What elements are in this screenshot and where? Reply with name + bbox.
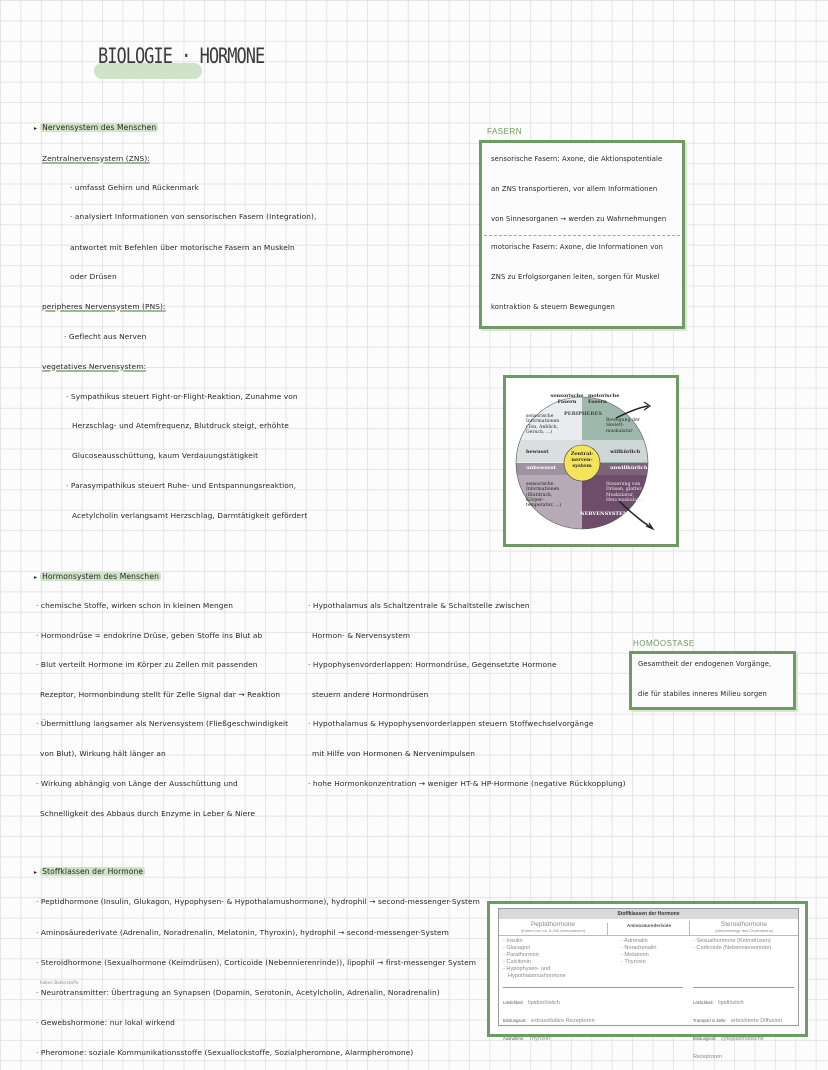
table-item: - Sexualhormone (Keimdrüsen) [693, 938, 771, 944]
stoff-small-note: haben Botenstoffe [40, 980, 79, 985]
table-col1-head [499, 921, 607, 933]
table-prop [693, 991, 793, 1009]
diagram-nervensystem: NERVENSYSTEM [580, 511, 629, 517]
diagram-internal-info: sensorische Informationen (Blutdruck, Körper-temperatur, ...) [526, 482, 562, 509]
hormone-right-text: Hypothalamus als Schaltzentrale & Schaltstelle zwischen [312, 601, 530, 610]
table-prop [693, 1009, 793, 1027]
bullet-icon: ▸ [34, 125, 38, 132]
zns-item-text: umfasst Gehirn und Rückenmark [74, 183, 199, 192]
hormone-left-item: · Übermittlung langsamer als Nervensystem (Fließgeschwindigkeit [36, 719, 289, 728]
pns-label: peripheres Nervensystem (PNS): [42, 302, 166, 311]
table-header-row [499, 919, 798, 936]
hormone-right-text: hohe Hormonkonzentration → weniger HT-& HP-Hormone (negative Rückkopplung) [312, 779, 626, 788]
stoff-item-text: Peptidhormone (Insulin, Glukagon, Hypophysen- & Hypothalamushormone), hydrophil → second-messenger-System [40, 897, 480, 906]
stoff-item-text: Gewebshormone: nur lokal wirkend [40, 1018, 175, 1027]
homoostase-line: die für stabiles inneres Milieu sorgen [638, 690, 767, 698]
table-prop [693, 1027, 793, 1063]
fasern-label: FASERN [487, 127, 523, 136]
stoff-table-inner [498, 908, 799, 1060]
table-left-divider [503, 987, 683, 988]
stoff-heading-text: Stoffklassen der Hormone [42, 867, 144, 876]
stoff-item: · Steroidhormone (Sexualhormone (Keimdrüsen), Corticoide (Nebennierenrinde)), lipophil → first-messenger System [36, 958, 477, 967]
table-item: - Parathormon [503, 952, 539, 958]
prop-value: lipidlöslich [718, 1000, 744, 1006]
table-right-props [693, 991, 793, 1063]
prop-value: Thyroxin [528, 1036, 551, 1042]
hormone-left-item: · Blut verteilt Hormone im Körper zu Zellen mit passenden [36, 660, 258, 669]
table-item-text: Insulin [506, 938, 523, 944]
table-col3-items [693, 938, 771, 952]
prop-label: Bindungsort: [693, 1036, 717, 1041]
stoff-item: · Aminosäurederivate (Adrenalin, Noradrenalin, Melatonin, Thyroxin), hydrophil → second-messenger-System [36, 928, 449, 937]
prop-value: lipidunlöslich [528, 1000, 560, 1006]
hormone-right-item: mit Hilfe von Hormonen & Nervenimpulsen [312, 749, 476, 758]
table-item-text: Melatonin [624, 952, 649, 958]
stoff-item-text: Neurotransmitter: Übertragung an Synapsen (Dopamin, Serotonin, Acetylcholin, Adrenalin, Noradrenalin) [40, 988, 440, 997]
table-item: - Corticoide (Nebennierenrinde) [693, 945, 772, 951]
col1-head-text: Peptidhormone [530, 921, 576, 928]
fasern-line: kontraktion & steuern Bewegungen [491, 303, 615, 311]
prop-value: extrazelluläre Rezeptoren [530, 1018, 595, 1024]
prop-label: Löslichkeit: [693, 1000, 714, 1005]
stoff-item: · Neurotransmitter: Übertragung an Synapsen (Dopamin, Serotonin, Acetylcholin, Adrenalin, Noradrenalin) [36, 988, 440, 997]
table-item: Hypothalamushormone [508, 973, 566, 979]
diagram-sensory-fibers: sensorische Fasern [550, 393, 584, 405]
homoostase-line: Gesamtheit der endogenen Vorgänge, [638, 660, 772, 668]
hormone-heading [34, 572, 161, 581]
fasern-line: ZNS zu Erfolgsorganen leiten, sorgen für Muskel [491, 273, 660, 281]
nerve-heading [34, 123, 158, 132]
hormone-left-text: Hormondrüse = endokrine Drüse, geben Stoffe ins Blut ab [40, 631, 263, 640]
hormone-left-item: · Wirkung abhängig von Länge der Ausschüttung und [36, 779, 238, 788]
table-col1-items [503, 938, 566, 980]
homoostase-label: HOMÖOSTASE [633, 639, 695, 648]
nervous-system-diagram [503, 375, 679, 547]
stoff-item: · Gewebshormone: nur lokal wirkend [36, 1018, 175, 1027]
hormone-right-item: Hormon- & Nervensystem [312, 631, 411, 640]
fasern-line: von Sinnesorganen → werden zu Wahrnehmungen [491, 215, 667, 223]
stoff-item: · Pheromone: soziale Kommunikationsstoffe (Sexuallockstoffe, Sozialpheromone, Alarmpheromone) [36, 1048, 414, 1057]
table-item: - Glucagon [503, 945, 531, 951]
hormone-right-text: Hypophysenvorderlappen: Hormondrüse, Gegensetzte Hormone [312, 660, 557, 669]
hormone-left-item: Rezeptor, Hormonbindung stellt für Zelle Signal dar → Reaktion [40, 690, 281, 699]
diagram-center: Zentral-nerven-system [570, 451, 594, 469]
hormone-left-text: chemische Stoffe, wirken schon in kleinen Mengen [40, 601, 234, 610]
stoff-table [487, 901, 808, 1060]
diagram-willkurlich: willkürlich [610, 449, 641, 455]
hormone-left-text: Blut verteilt Hormone im Körper zu Zellen mit passenden [40, 660, 258, 669]
fasern-divider [484, 235, 680, 236]
zns-item-text: analysiert Informationen von sensorischen Fasern (Integration), [74, 212, 317, 221]
hormone-left-item: · Hormondrüse = endokrine Drüse, geben Stoffe ins Blut ab [36, 631, 263, 640]
stoff-heading [34, 867, 145, 876]
table-prop [503, 1027, 595, 1045]
hormone-right-item: · hohe Hormonkonzentration → weniger HT-& HP-Hormone (negative Rückkopplung) [308, 779, 626, 788]
pns-item: · Geflecht aus Nerven [64, 332, 147, 341]
table-item: - Noradrenalin [621, 945, 657, 951]
diagram-smooth: Steuerung von Drüsen, glatter Muskulatur, Herzmuskulatur [606, 482, 644, 503]
pns-item-text: Geflecht aus Nerven [68, 332, 147, 341]
table-item-text: Hypophysen- und [506, 966, 551, 972]
zns-label: Zentralnervensystem (ZNS): [42, 154, 150, 163]
diagram-unbewusst: unbewusst [526, 465, 556, 471]
diagram-motor-fibers: motorische Fasern [588, 393, 620, 405]
hormone-right-item: · Hypothalamus als Schaltzentrale & Schaltstelle zwischen [308, 601, 530, 610]
table-item-text: Sexualhormone (Keimdrüsen) [696, 938, 771, 944]
col2-head-text: Aminosäurederivate [626, 923, 672, 928]
diagram-bewusst: bewusst [526, 449, 549, 455]
veg-item-text: Parasympathikus steuert Ruhe- und Entspannungsreaktion, [70, 481, 297, 490]
veg-item: Herzschlag- und Atemfrequenz, Blutdruck steigt, erhöhte [72, 421, 289, 430]
table-col3-head [689, 921, 798, 935]
page-title: BIOLOGIE · HORMONE [98, 44, 265, 69]
diagram-unwillkurlich: unwillkürlich [610, 465, 648, 471]
prop-label: Ausnahme: [503, 1036, 525, 1041]
table-item: - Adrenalin [621, 938, 648, 944]
hormone-right-item: · Hypophysenvorderlappen: Hormondrüse, Gegensetzte Hormone [308, 660, 557, 669]
table-item: - Hypophysen- und [503, 966, 551, 972]
diagram-peripheres: PERIPHERES [564, 411, 602, 417]
table-item-text: Calcitonin [506, 959, 531, 965]
table-col2-items [621, 938, 656, 966]
homoostase-box [629, 651, 796, 710]
table-item-text: Thyroxin [624, 959, 646, 965]
veg-label: vegetatives Nervensystem: [42, 362, 147, 371]
veg-item: Acetylcholin verlangsamt Herzschlag, Darmtätigkeit gefördert [72, 511, 308, 520]
table-prop [503, 1009, 595, 1027]
table-col2-head [607, 923, 690, 935]
table-item: - Melatonin [621, 952, 649, 958]
table-item-text: Glucagon [506, 945, 531, 951]
prop-value: cytoplasmatische Rezeptoren [693, 1036, 764, 1060]
prop-label: Transport in Zelle: [693, 1018, 727, 1023]
hormone-left-item: · chemische Stoffe, wirken schon in kleinen Mengen [36, 601, 234, 610]
fasern-line: motorische Fasern: Axone, die Informationen von [491, 243, 663, 251]
hormone-left-text: Wirkung abhängig von Länge der Ausschüttung und [40, 779, 238, 788]
fasern-box [479, 140, 685, 329]
fasern-line: an ZNS transportieren, vor allem Informationen [491, 185, 658, 193]
zns-item: · umfasst Gehirn und Rückenmark [70, 183, 199, 192]
table-item: - Insulin [503, 938, 523, 944]
stoff-item-text: Aminosäurederivate (Adrenalin, Noradrenalin, Melatonin, Thyroxin), hydrophil → second-messenger-System [40, 928, 449, 937]
col1-sub-text: (Ketten von ca. 8-200 Aminosäuren) [520, 928, 586, 933]
hormone-right-text: Hypothalamus & Hypophysenvorderlappen steuern Stoffwechselvorgänge [312, 719, 594, 728]
nerve-heading-text: Nervensystem des Menschen [42, 123, 157, 132]
veg-item: · Sympathikus steuert Fight-or-Flight-Reaktion, Zunahme von [66, 392, 298, 401]
col3-sub-text: (Abkömmlinge des Cholesterins) [715, 928, 773, 933]
hormone-heading-text: Hormonsystem des Menschen [42, 572, 160, 581]
prop-value: erleichterte Diffusion [731, 1018, 782, 1024]
stoff-item: · Peptidhormone (Insulin, Glukagon, Hypophysen- & Hypothalamushormone), hydrophil → second-messenger-System [36, 897, 480, 906]
bullet-icon: ▸ [34, 574, 38, 581]
hormone-left-text: Übermittlung langsamer als Nervensystem (Fließgeschwindigkeit [40, 719, 289, 728]
zns-item: · analysiert Informationen von sensorischen Fasern (Integration), [70, 212, 317, 221]
table-item-text: Adrenalin [624, 938, 648, 944]
veg-item-text: Sympathikus steuert Fight-or-Flight-Reaktion, Zunahme von [70, 392, 298, 401]
table-title: Stoffklassen der Hormone [499, 909, 798, 919]
hormone-left-item: Schnelligkeit des Abbaus durch Enzyme in Leber & Niere [40, 809, 256, 818]
stoff-item-text: Pheromone: soziale Kommunikationsstoffe (Sexuallockstoffe, Sozialpheromone, Alarmpheromone) [40, 1048, 414, 1057]
veg-item: Glucoseausschüttung, kaum Verdauungstätigkeit [72, 451, 259, 460]
stoff-item-text: Steroidhormone (Sexualhormone (Keimdrüsen), Corticoide (Nebennierenrinde)), lipophil → first-messenger System [40, 958, 477, 967]
page-title-wrap [98, 44, 265, 69]
hormone-right-item: · Hypothalamus & Hypophysenvorderlappen steuern Stoffwechselvorgänge [308, 719, 594, 728]
zns-item: antwortet mit Befehlen über motorische Fasern an Muskeln [70, 243, 295, 252]
table-item: - Calcitonin [503, 959, 531, 965]
veg-item: · Parasympathikus steuert Ruhe- und Entspannungsreaktion, [66, 481, 297, 490]
diagram-skeletal: Bewegung der Skelett-muskulatur [606, 418, 640, 434]
bullet-icon: ▸ [34, 869, 38, 876]
fasern-line: sensorische Fasern: Axone, die Aktionspotentiale [491, 155, 663, 163]
prop-label: Bindungsort: [503, 1018, 527, 1023]
diagram-sensory-info: sensorische Informationen (Ton, Anblick, Geruch, ...) [526, 414, 560, 435]
table-left-props [503, 991, 595, 1045]
zns-item: oder Drüsen [70, 272, 117, 281]
hormone-left-item: von Blut), Wirkung hält länger an [40, 749, 166, 758]
table-item-text: Corticoide (Nebennierenrinde) [696, 945, 772, 951]
table-item-text: Noradrenalin [624, 945, 657, 951]
col3-head-text: Steroidhormone [720, 921, 768, 928]
table-item: - Thyroxin [621, 959, 646, 965]
prop-label: Löslichkeit: [503, 1000, 524, 1005]
table-item-text: Parathormon [506, 952, 539, 958]
table-prop [503, 991, 595, 1009]
hormone-right-item: steuern andere Hormondrüsen [312, 690, 429, 699]
table-right-divider [693, 987, 794, 988]
